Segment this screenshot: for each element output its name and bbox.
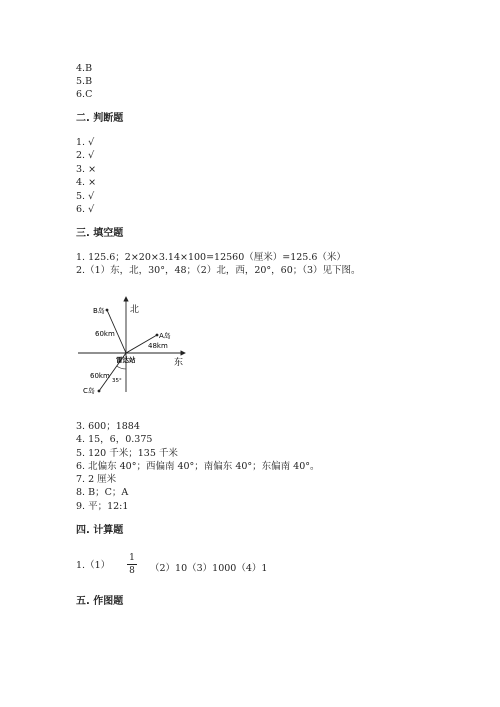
b-island-label: B岛 (93, 307, 105, 315)
distance-c: 60km (90, 372, 110, 380)
answer-line: 5. √ (76, 191, 95, 202)
answer-line: 1. √ (76, 137, 95, 148)
answer-line: 6. √ (76, 204, 95, 215)
calc-prefix: 1.（1） (76, 560, 111, 571)
answer-line: 2.（1）东，北，30°，48；（2）北，西，20°，60；（3）见下图。 (76, 265, 361, 276)
distance-a: 48km (148, 342, 168, 350)
answer-line: 5.B (76, 76, 93, 87)
fraction-numerator: 1 (129, 553, 135, 563)
angle-arc (117, 366, 126, 369)
answer-line: 6.C (76, 89, 93, 100)
answer-line: 4. × (76, 177, 97, 188)
calc-rest: （2）10（3）1000（4）1 (150, 563, 268, 574)
point-b (106, 309, 109, 312)
angle-label: 35° (112, 378, 122, 384)
answer-line: 4.B (76, 63, 93, 74)
answer-line: 6. 北偏东 40°；西偏南 40°；南偏东 40°；东偏南 40°。 (76, 461, 320, 472)
north-label: 北 (130, 305, 140, 315)
answer-line: 1. 125.6；2×20×3.14×100=12560（厘米）=125.6（米） (76, 252, 346, 263)
c-island-label: C岛 (83, 387, 95, 395)
answer-line: 5. 120 千米；135 千米 (76, 448, 178, 459)
point-a (156, 334, 159, 337)
answer-line: 2. √ (76, 150, 95, 161)
answer-line: 8. B；C；A (76, 487, 129, 498)
answer-line: 3. × (76, 164, 97, 175)
section-heading-fill-blank: 三. 填空题 (76, 228, 124, 239)
a-island-label: A岛 (159, 332, 171, 340)
answer-line: 7. 2 厘米 (76, 474, 117, 485)
radar-station-label: 雷达站 (116, 356, 136, 364)
fraction-denominator: 8 (129, 566, 135, 576)
fraction-bar (127, 564, 137, 565)
answer-line: 3. 600；1884 (76, 421, 140, 432)
fraction (127, 553, 137, 576)
section-heading-calculation: 四. 计算题 (76, 525, 124, 536)
east-label: 东 (174, 358, 184, 368)
point-c (98, 390, 101, 393)
answer-line: 4. 15，6，0.375 (76, 434, 153, 445)
section-heading-judgment: 二. 判断题 (76, 113, 124, 124)
distance-b: 60km (95, 330, 115, 338)
section-heading-drawing: 五. 作图题 (76, 596, 124, 607)
answer-line: 9. 平；12:1 (76, 501, 129, 512)
radar-direction-diagram (78, 292, 190, 404)
